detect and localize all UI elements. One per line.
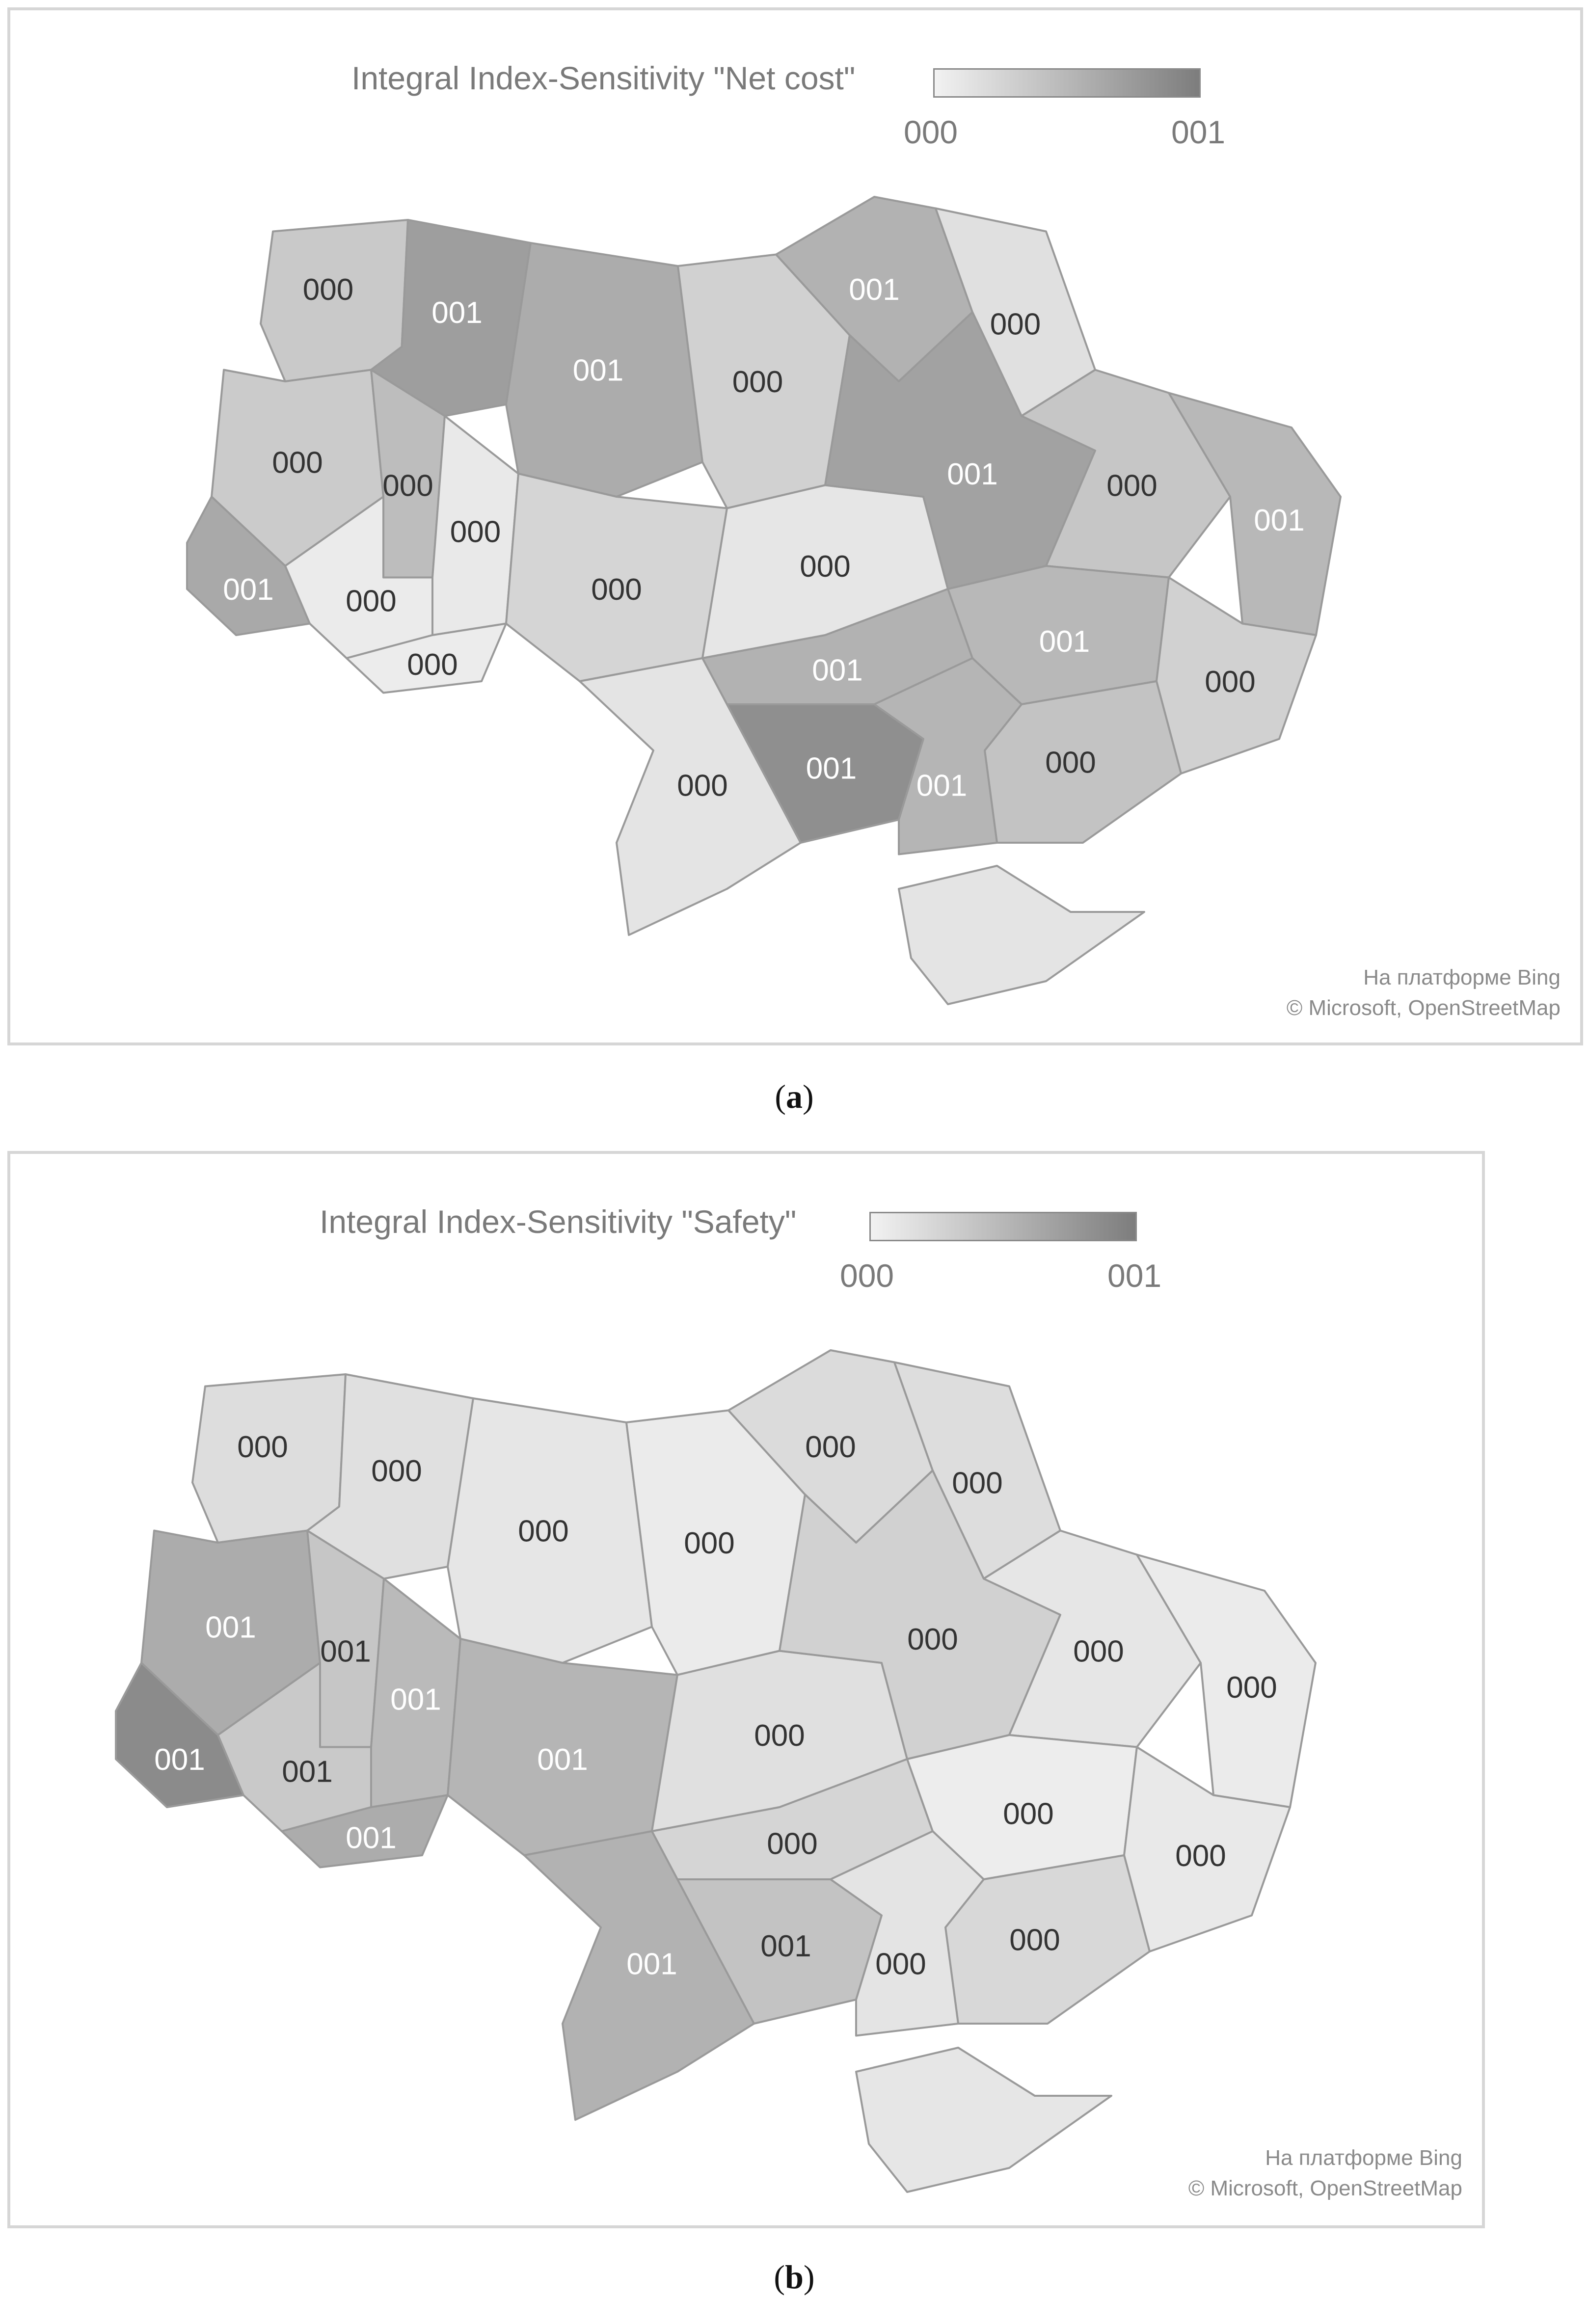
region-label-poltava: 000 (907, 1623, 958, 1656)
attribution-platform: На платформе Bing (1265, 2146, 1462, 2170)
region-label-zakarpattia: 001 (154, 1743, 205, 1777)
region-label-zaporizhzhia: 000 (1009, 1923, 1060, 1957)
figure-caption-a: (a) (775, 1078, 814, 1115)
region-label-mykolaiv: 001 (806, 751, 857, 786)
region-label-zakarpattia: 001 (223, 573, 274, 607)
region-label-vinnytsia: 000 (591, 573, 642, 607)
region-label-ivano-frankivsk: 000 (346, 584, 397, 618)
map-panel-a (7, 7, 1583, 1045)
region-label-volyn: 000 (237, 1430, 288, 1464)
region-crimea (856, 2048, 1111, 2192)
region-label-ternopil: 001 (320, 1634, 371, 1669)
caption-letter: b (785, 2258, 804, 2296)
region-label-sumy: 000 (952, 1466, 1003, 1500)
region-label-kharkiv: 000 (1073, 1634, 1124, 1669)
region-label-dnipro: 000 (1003, 1797, 1054, 1831)
region-label-odesa: 001 (626, 1947, 677, 1981)
figure-caption-b: (b) (774, 2258, 815, 2296)
caption-letter: a (786, 1078, 803, 1115)
legend-title: Integral Index-Sensitivity "Net cost" (351, 60, 856, 96)
region-label-ivano-frankivsk: 001 (282, 1755, 333, 1789)
region-label-luhansk: 000 (1226, 1671, 1277, 1705)
attribution-copyright: © Microsoft, OpenStreetMap (1188, 2176, 1462, 2200)
region-label-cherkasy: 000 (800, 550, 851, 584)
region-label-khmelnytskyi: 001 (390, 1683, 441, 1717)
map-attribution (1287, 962, 1561, 1023)
region-label-kherson: 001 (916, 769, 968, 803)
map-panel-b (7, 1151, 1485, 2228)
map-attribution (1188, 2143, 1462, 2204)
region-label-kharkiv: 000 (1106, 469, 1157, 503)
legend-max-label: 001 (1107, 1257, 1162, 1294)
region-label-vinnytsia: 001 (537, 1743, 588, 1777)
region-label-rivne: 000 (371, 1454, 422, 1488)
region-label-kherson: 000 (875, 1947, 926, 1981)
region-label-zaporizhzhia: 000 (1045, 746, 1096, 780)
region-label-odesa: 000 (677, 769, 728, 803)
region-label-lviv: 001 (205, 1610, 256, 1645)
region-label-donetsk: 000 (1175, 1839, 1226, 1873)
region-label-poltava: 001 (947, 457, 998, 491)
region-label-cherkasy: 000 (754, 1719, 805, 1753)
attribution-copyright: © Microsoft, OpenStreetMap (1286, 996, 1561, 1020)
region-label-rivne: 001 (431, 296, 483, 330)
region-label-dnipro: 001 (1039, 624, 1090, 659)
choropleth-map (10, 1154, 1482, 2225)
attribution-platform: На платформе Bing (1363, 965, 1561, 989)
region-label-sumy: 000 (990, 307, 1041, 342)
choropleth-map (10, 10, 1580, 1042)
legend-title: Integral Index-Sensitivity "Safety" (320, 1203, 797, 1240)
region-label-kirovohrad: 001 (812, 653, 863, 688)
region-label-chernivtsi: 001 (346, 1821, 397, 1855)
region-label-ternopil: 000 (382, 469, 433, 503)
region-label-donetsk: 000 (1205, 665, 1256, 699)
region-label-zhytomyr: 001 (572, 353, 624, 388)
region-label-zhytomyr: 000 (518, 1514, 569, 1549)
region-label-chernihiv: 001 (849, 273, 900, 307)
legend-min-label: 000 (840, 1257, 894, 1294)
region-label-kyiv-oblast: 000 (684, 1526, 735, 1560)
region-label-volyn: 000 (302, 273, 354, 307)
region-label-kyiv-oblast: 000 (732, 365, 783, 399)
region-label-luhansk: 001 (1254, 504, 1305, 537)
legend-min-label: 000 (904, 114, 958, 150)
region-label-kirovohrad: 000 (767, 1827, 818, 1861)
region-label-khmelnytskyi: 000 (450, 515, 501, 549)
region-label-lviv: 000 (272, 446, 323, 480)
region-label-chernivtsi: 000 (407, 647, 458, 682)
region-label-mykolaiv: 001 (760, 1929, 811, 1963)
region-crimea (899, 866, 1144, 1004)
region-label-chernihiv: 000 (805, 1430, 856, 1464)
legend-max-label: 001 (1171, 114, 1226, 150)
